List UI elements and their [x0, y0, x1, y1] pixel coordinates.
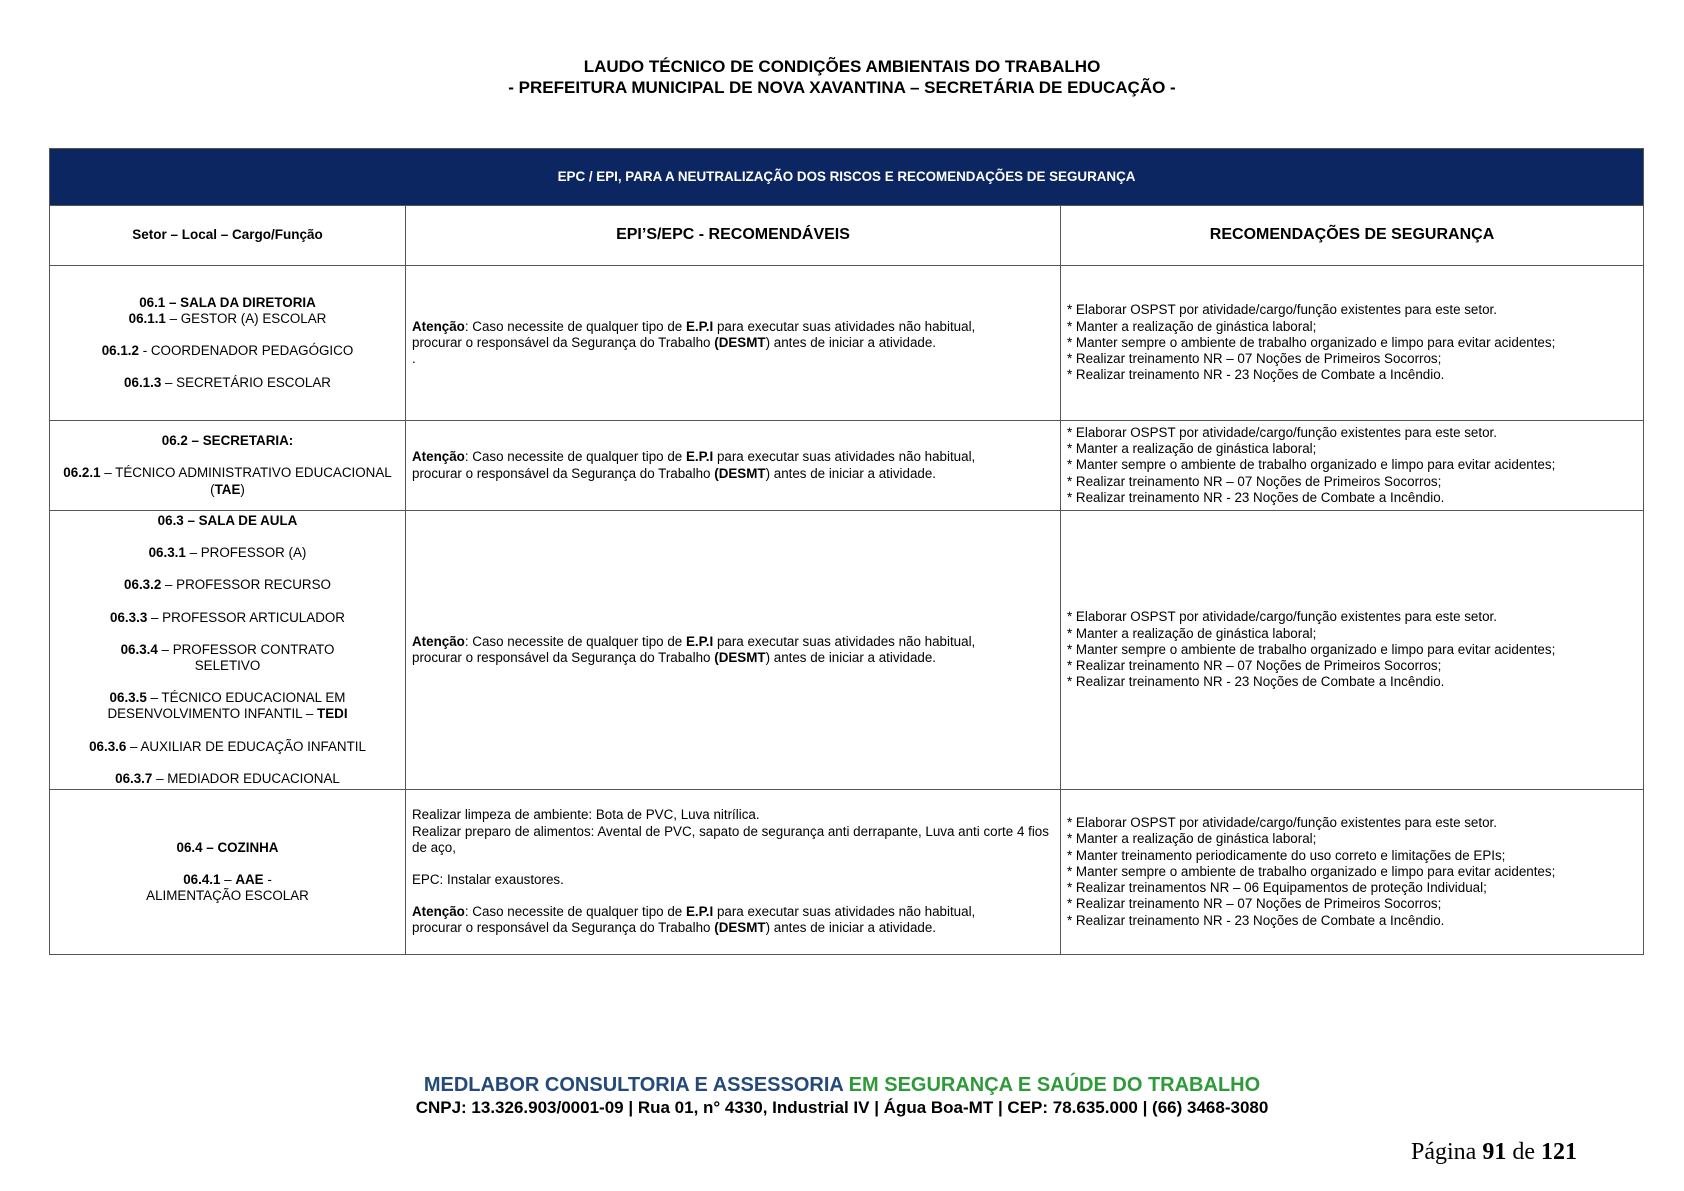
column-header-epi: EPI’S/EPC - RECOMENDÁVEIS	[406, 206, 1061, 266]
sector-title: 06.1 – SALA DA DIRETORIA	[139, 294, 316, 310]
role-code: 06.3.7	[115, 770, 153, 786]
role-name: – PROFESSOR ARTICULADOR	[147, 609, 345, 625]
epi-food-prep: Realizar preparo de alimentos: Avental de PVC, sapato de segurança anti derrapante, Luva anti corte 4 fios de aço,	[412, 823, 1049, 855]
table-row	[50, 421, 1644, 511]
table-row	[50, 790, 1644, 955]
page-number: Página 91 de 121	[1411, 1139, 1577, 1165]
role-code: 06.4.1	[183, 871, 221, 887]
role-code: 06.3.1	[148, 545, 186, 561]
epi-cell: Atenção: Caso necessite de qualquer tipo de E.P.I para executar suas atividades não habitual, procurar o responsável da Segurança do Trabalho (DESMT) antes de iniciar a atividade.	[406, 421, 1061, 511]
epi-recommendations-table	[49, 148, 1644, 955]
atencao-note: Atenção: Caso necessite de qualquer tipo de E.P.I para executar suas atividades não habitual,	[412, 449, 976, 465]
epi-cleaning: Realizar limpeza de ambiente: Bota de PVC, Luva nitrílica.	[412, 807, 760, 823]
role-name: – TÉCNICO ADMINISTRATIVO EDUCACIONAL	[100, 465, 392, 481]
company-contact: CNPJ: 13.326.903/0001-09 | Rua 01, n° 4330, Industrial IV | Água Boa-MT | CEP: 78.635.000 | (66) 3468-3080	[415, 1098, 1269, 1117]
epc-exhaust: EPC: Instalar exaustores.	[412, 872, 564, 887]
role-name: – PROFESSOR RECURSO	[161, 577, 331, 593]
atencao-note: Atenção: Caso necessite de qualquer tipo de E.P.I para executar suas atividades não habitual,	[412, 904, 976, 920]
role-name: – SECRETÁRIO ESCOLAR	[161, 375, 331, 391]
sector-title: 06.3 – SALA DE AULA	[157, 512, 298, 528]
role-name: - COORDENADOR PEDAGÓGICO	[138, 343, 354, 358]
dot-mark: .	[412, 351, 416, 367]
epi-cell: Atenção: Caso necessite de qualquer tipo de E.P.I para executar suas atividades não habitual, procurar o responsável da Segurança do Trabalho (DESMT) antes de iniciar a atividade. .	[406, 266, 1061, 421]
company-name: MEDLABOR CONSULTORIA E ASSESSORIA EM SEGURANÇA E SAÚDE DO TRABALHO	[423, 1074, 1261, 1096]
header-subtitle: - PREFEITURA MUNICIPAL DE NOVA XAVANTINA – SECRETÁRIA DE EDUCAÇÃO -	[508, 78, 1176, 97]
table-row	[50, 511, 1644, 790]
table-title: EPC / EPI, PARA A NEUTRALIZAÇÃO DOS RISCOS E RECOMENDAÇÕES DE SEGURANÇA	[50, 149, 1644, 206]
column-header-sector: Setor – Local – Cargo/Função	[50, 206, 406, 266]
role-code: 06.3.6	[89, 738, 127, 754]
role-name: – MEDIADOR EDUCACIONAL	[152, 770, 340, 786]
sector-cell: 06.2 – SECRETARIA: 06.2.1 – TÉCNICO ADMINISTRATIVO EDUCACIONAL (TAE)	[50, 421, 406, 511]
role-name: – TÉCNICO EDUCACIONAL EM	[146, 690, 346, 706]
recommendations-cell: * Elaborar OSPST por atividade/cargo/função existentes para este setor. * Manter a realização de ginástica laboral; * Manter sempre o ambiente de trabalho organizado e limpo para evitar acidentes; * Realizar treinamento NR – 07 Noções de Primeiros Socorros; * Realizar treinamento NR - 23 Noções de Combate a Incêndio.	[1061, 266, 1644, 421]
table-title-row	[50, 149, 1644, 206]
sector-cell: 06.4 – COZINHA 06.4.1 – AAE - ALIMENTAÇÃO ESCOLAR	[50, 790, 406, 955]
sector-cell	[50, 266, 406, 421]
epi-cell: Atenção: Caso necessite de qualquer tipo de E.P.I para executar suas atividades não habitual, procurar o responsável da Segurança do Trabalho (DESMT) antes de iniciar a atividade.	[406, 511, 1061, 790]
column-header-recommendations: RECOMENDAÇÕES DE SEGURANÇA	[1061, 206, 1644, 266]
role-code: 06.3.2	[124, 577, 162, 593]
role-code: 06.2.1	[63, 465, 101, 481]
role-name: – PROFESSOR (A)	[185, 545, 307, 561]
atencao-note: Atenção: Caso necessite de qualquer tipo de E.P.I para executar suas atividades não habitual,	[412, 318, 976, 334]
role-code: 06.3.3	[110, 609, 148, 625]
role-code: 06.3.4	[120, 641, 158, 657]
role-code: 06.1.2	[101, 343, 139, 358]
role-name: – PROFESSOR CONTRATO	[157, 641, 335, 657]
sector-cell: 06.3 – SALA DE AULA 06.3.1 – PROFESSOR (A) 06.3.2 – PROFESSOR RECURSO 06.3.3 – PROFESSOR ARTICULADOR 06.3.4 – PROFESSOR CONTRATO SELETIVO 06.3.5 – TÉCNICO EDUCACIONAL EM DESENVOLVIMENTO INFANTIL – TEDI 06.3.6 – AUXILIAR DE EDUCAÇÃO INFANTIL 06.3.7 – MEDIADOR EDUCACIONAL	[50, 511, 406, 790]
table-header-row	[50, 206, 1644, 266]
role-code: 06.1.3	[124, 375, 162, 391]
document-footer	[0, 1073, 1684, 1119]
atencao-note: Atenção: Caso necessite de qualquer tipo de E.P.I para executar suas atividades não habitual,	[412, 633, 976, 649]
epi-cell: Realizar limpeza de ambiente: Bota de PVC, Luva nitrílica. Realizar preparo de alimentos: Avental de PVC, sapato de segurança anti derrapante, Luva anti corte 4 fios de aço, EPC: Instalar exaustores. Atenção: Caso necessite de qualquer tipo de E.P.I para executar suas atividades não habitual, procurar o responsável da Segurança do Trabalho (DESMT) antes de iniciar a atividade.	[406, 790, 1061, 955]
recommendations-cell: * Elaborar OSPST por atividade/cargo/função existentes para este setor. * Manter a realização de ginástica laboral; * Manter sempre o ambiente de trabalho organizado e limpo para evitar acidentes; * Realizar treinamento NR – 07 Noções de Primeiros Socorros; * Realizar treinamento NR - 23 Noções de Combate a Incêndio.	[1061, 511, 1644, 790]
sector-title: 06.2 – SECRETARIA:	[161, 433, 294, 449]
document-header	[0, 56, 1684, 98]
role-code: 06.3.5	[109, 690, 147, 706]
sector-title: 06.4 – COZINHA	[176, 839, 279, 855]
role-name: – GESTOR (A) ESCOLAR	[165, 310, 327, 326]
role-name: – AUXILIAR DE EDUCAÇÃO INFANTIL	[126, 738, 366, 754]
recommendations-cell: * Elaborar OSPST por atividade/cargo/função existentes para este setor. * Manter a realização de ginástica laboral; * Manter sempre o ambiente de trabalho organizado e limpo para evitar acidentes; * Realizar treinamento NR – 07 Noções de Primeiros Socorros; * Realizar treinamento NR - 23 Noções de Combate a Incêndio.	[1061, 421, 1644, 511]
table-row	[50, 266, 1644, 421]
role-code: 06.1.1	[128, 310, 166, 326]
recommendations-cell: * Elaborar OSPST por atividade/cargo/função existentes para este setor. * Manter a realização de ginástica laboral; * Manter treinamento periodicamente do uso correto e limitações de EPIs; * Manter sempre o ambiente de trabalho organizado e limpo para evitar acidentes; * Realizar treinamentos NR – 06 Equipamentos de proteção Individual; * Realizar treinamento NR – 07 Noções de Primeiros Socorros; * Realizar treinamento NR - 23 Noções de Combate a Incêndio.	[1061, 790, 1644, 955]
header-title: LAUDO TÉCNICO DE CONDIÇÕES AMBIENTAIS DO TRABALHO	[583, 57, 1101, 76]
